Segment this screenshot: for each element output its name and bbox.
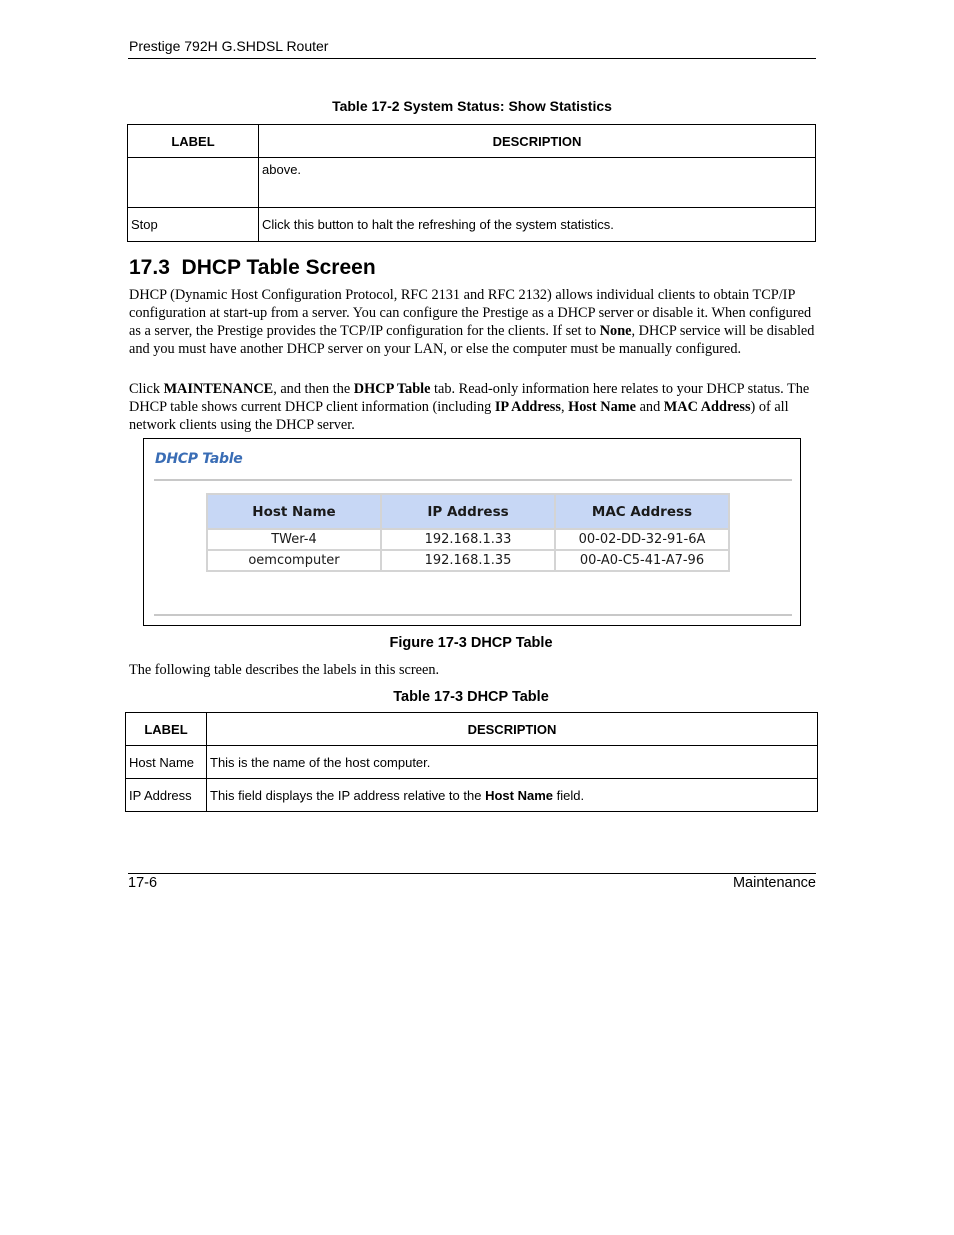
host-name-cell: TWer-4 [208,530,380,549]
row-label [128,158,259,208]
text-run: and [636,399,664,415]
row-description: above. [259,158,816,208]
text-run: , [560,399,569,415]
bold-term: Host Name [568,399,636,415]
column-header-mac-address: MAC Address [556,495,728,528]
row-label: Stop [128,208,259,242]
text-run: field. [553,787,585,803]
text-run: ) of all network clients using the DHCP server. [129,399,789,433]
mac-address-cell: 00-02-DD-32-91-6A [556,530,728,549]
screen-title: DHCP Table [155,451,243,467]
statistics-table [127,124,816,242]
bold-term: None [599,323,632,339]
column-header-label: LABEL [126,713,207,746]
column-header-host-name: Host Name [208,495,380,528]
section-heading: 17.3 DHCP Table Screen [129,256,376,279]
footer-divider [128,873,816,874]
intro-paragraph [129,286,817,358]
column-header-description: DESCRIPTION [207,713,818,746]
figure-caption: Figure 17-3 DHCP Table [389,635,553,651]
table-row [126,746,818,779]
column-header-label: LABEL [128,125,259,158]
row-description [207,779,818,812]
row-description: This is the name of the host computer. [207,746,818,779]
host-name-cell: oemcomputer [208,551,380,570]
bold-term: MAC Address [663,399,751,415]
page-header-title: Prestige 792H G.SHDSL Router [129,38,329,54]
dhcp-client-table [206,493,730,572]
column-header-ip-address: IP Address [382,495,554,528]
screen-divider [154,479,792,481]
bold-term: DHCP Table [353,381,431,397]
bold-term: IP Address [494,399,561,415]
text-run: This field displays the IP address relative to the [210,787,486,803]
bold-term: MAINTENANCE [163,381,274,397]
bold-term: Host Name [485,787,553,803]
text-run: Click [129,381,164,397]
body-paragraph: The following table describes the labels in this screen. [129,662,440,678]
text-run: DHCP (Dynamic Host Configuration Protocol, RFC 2131 and RFC 2132) allows individual clients to obtain TCP/IP configuration at start-up from a server. You can configure the Prestige as a DHCP server or disable it. When configured as a server, the Prestige provides the TCP/IP configuration for the clients. If set to [129,287,812,339]
ip-address-cell: 192.168.1.35 [382,551,554,570]
table-row [128,158,816,208]
text-run: , DHCP service will be disabled and you must have another DHCP server on your LAN, or else the computer must be manually configured. [129,323,815,357]
dhcp-labels-table [125,712,818,812]
dhcp-table-screenshot [143,438,801,626]
table-row [126,779,818,812]
ip-address-cell: 192.168.1.33 [382,530,554,549]
table-row [128,208,816,242]
table-caption: Table 17-2 System Status: Show Statistics [332,98,612,114]
text-run: , and then the [273,381,354,397]
row-label: IP Address [126,779,207,812]
row-description: Click this button to halt the refreshing of the system statistics. [259,208,816,242]
table-caption: Table 17-3 DHCP Table [393,689,549,705]
page-number: 17-6 [128,875,158,891]
chapter-name: Maintenance [732,875,816,891]
text-run: tab. Read-only information here relates to your DHCP status. The DHCP table shows current DHCP client information (including [129,381,810,415]
table-row [208,530,728,549]
header-divider [128,58,816,59]
column-header-description: DESCRIPTION [259,125,816,158]
table-row [208,551,728,570]
row-label: Host Name [126,746,207,779]
instructions-paragraph [129,380,817,434]
screen-divider [154,614,792,616]
mac-address-cell: 00-A0-C5-41-A7-96 [556,551,728,570]
